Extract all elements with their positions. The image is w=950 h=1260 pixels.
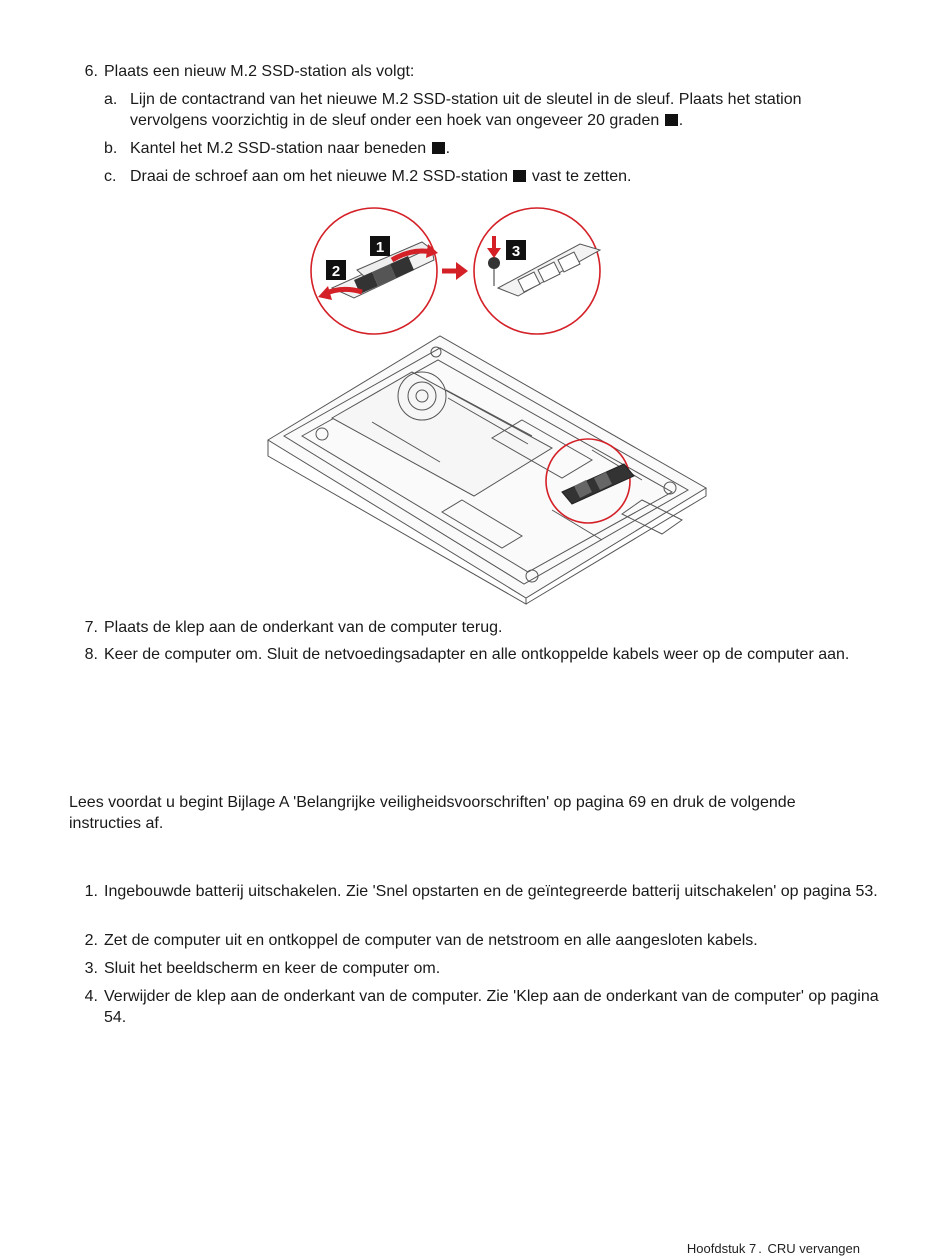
step-number: 7. (84, 619, 98, 636)
step-text: Ingebouwde batterij uitschakelen. Zie 'Snel opstarten en de geïntegreerde batterij uitschakelen' op pagina 53. (104, 883, 878, 900)
substep-letter: c. (104, 168, 117, 185)
step-number: 8. (84, 646, 98, 663)
computer-base-drawing (268, 336, 706, 604)
callout-label-1 (376, 239, 384, 256)
page-footer (687, 1241, 860, 1256)
step-number: 4. (84, 988, 98, 1005)
step-text: Plaats een nieuw M.2 SSD-station als volgt: (104, 63, 415, 80)
step-text: Keer de computer om. Sluit de netvoedingsadapter en alle ontkoppelde kabels weer op de computer aan. (104, 646, 850, 663)
detail-circle-right (474, 208, 600, 334)
svg-text:3: 3 (511, 243, 521, 260)
callout-label-3 (512, 243, 520, 260)
intro-paragraph: Lees voordat u begint Bijlage A 'Belangrijke veiligheidsvoorschriften' op pagina 69 en druk de volgende instructies af. (69, 794, 796, 832)
callout-label-2 (332, 263, 340, 280)
step-text: Verwijder de klep aan de onderkant van de computer. Zie 'Klep aan de onderkant van de computer' op pagina 54. (104, 988, 879, 1026)
screw-icon (488, 257, 500, 269)
ssd-installation-illustration (262, 200, 712, 605)
step-text: Sluit het beeldscherm en keer de computer om. (104, 960, 441, 977)
step-text: Zet de computer uit en ontkoppel de computer van de netstroom en alle aangesloten kabels. (104, 932, 758, 949)
step-number: 1. (84, 883, 98, 900)
callout-marker-icon (665, 114, 678, 126)
step-number: 2. (84, 932, 98, 949)
svg-text:1: 1 (375, 239, 385, 256)
svg-text:2: 2 (331, 263, 341, 280)
step-number: 6. (84, 63, 98, 80)
footer-chapter: Hoofdstuk 7 (686, 1241, 757, 1256)
footer-separator: . (758, 1241, 762, 1256)
substep-text: Kantel het M.2 SSD-station naar beneden . (130, 140, 451, 157)
step-text: Plaats de klep aan de onderkant van de computer terug. (104, 619, 503, 636)
detail-circle-left (311, 208, 438, 334)
substep-text: Lijn de contactrand van het nieuwe M.2 SSD-station uit de sleutel in de sleuf. Plaats het station vervolgens voorzichtig in de sleuf onder een hoek van ongeveer 20 graden . (130, 91, 802, 129)
footer-title: CRU vervangen (767, 1241, 860, 1256)
callout-marker-icon (513, 170, 526, 182)
step-number: 3. (84, 960, 98, 977)
substep-letter: b. (104, 140, 118, 157)
arrow-head-icon (456, 262, 468, 280)
callout-marker-icon (432, 142, 445, 154)
substep-text: Draai de schroef aan om het nieuwe M.2 SSD-station vast te zetten. (130, 168, 632, 185)
substep-letter: a. (104, 91, 118, 108)
